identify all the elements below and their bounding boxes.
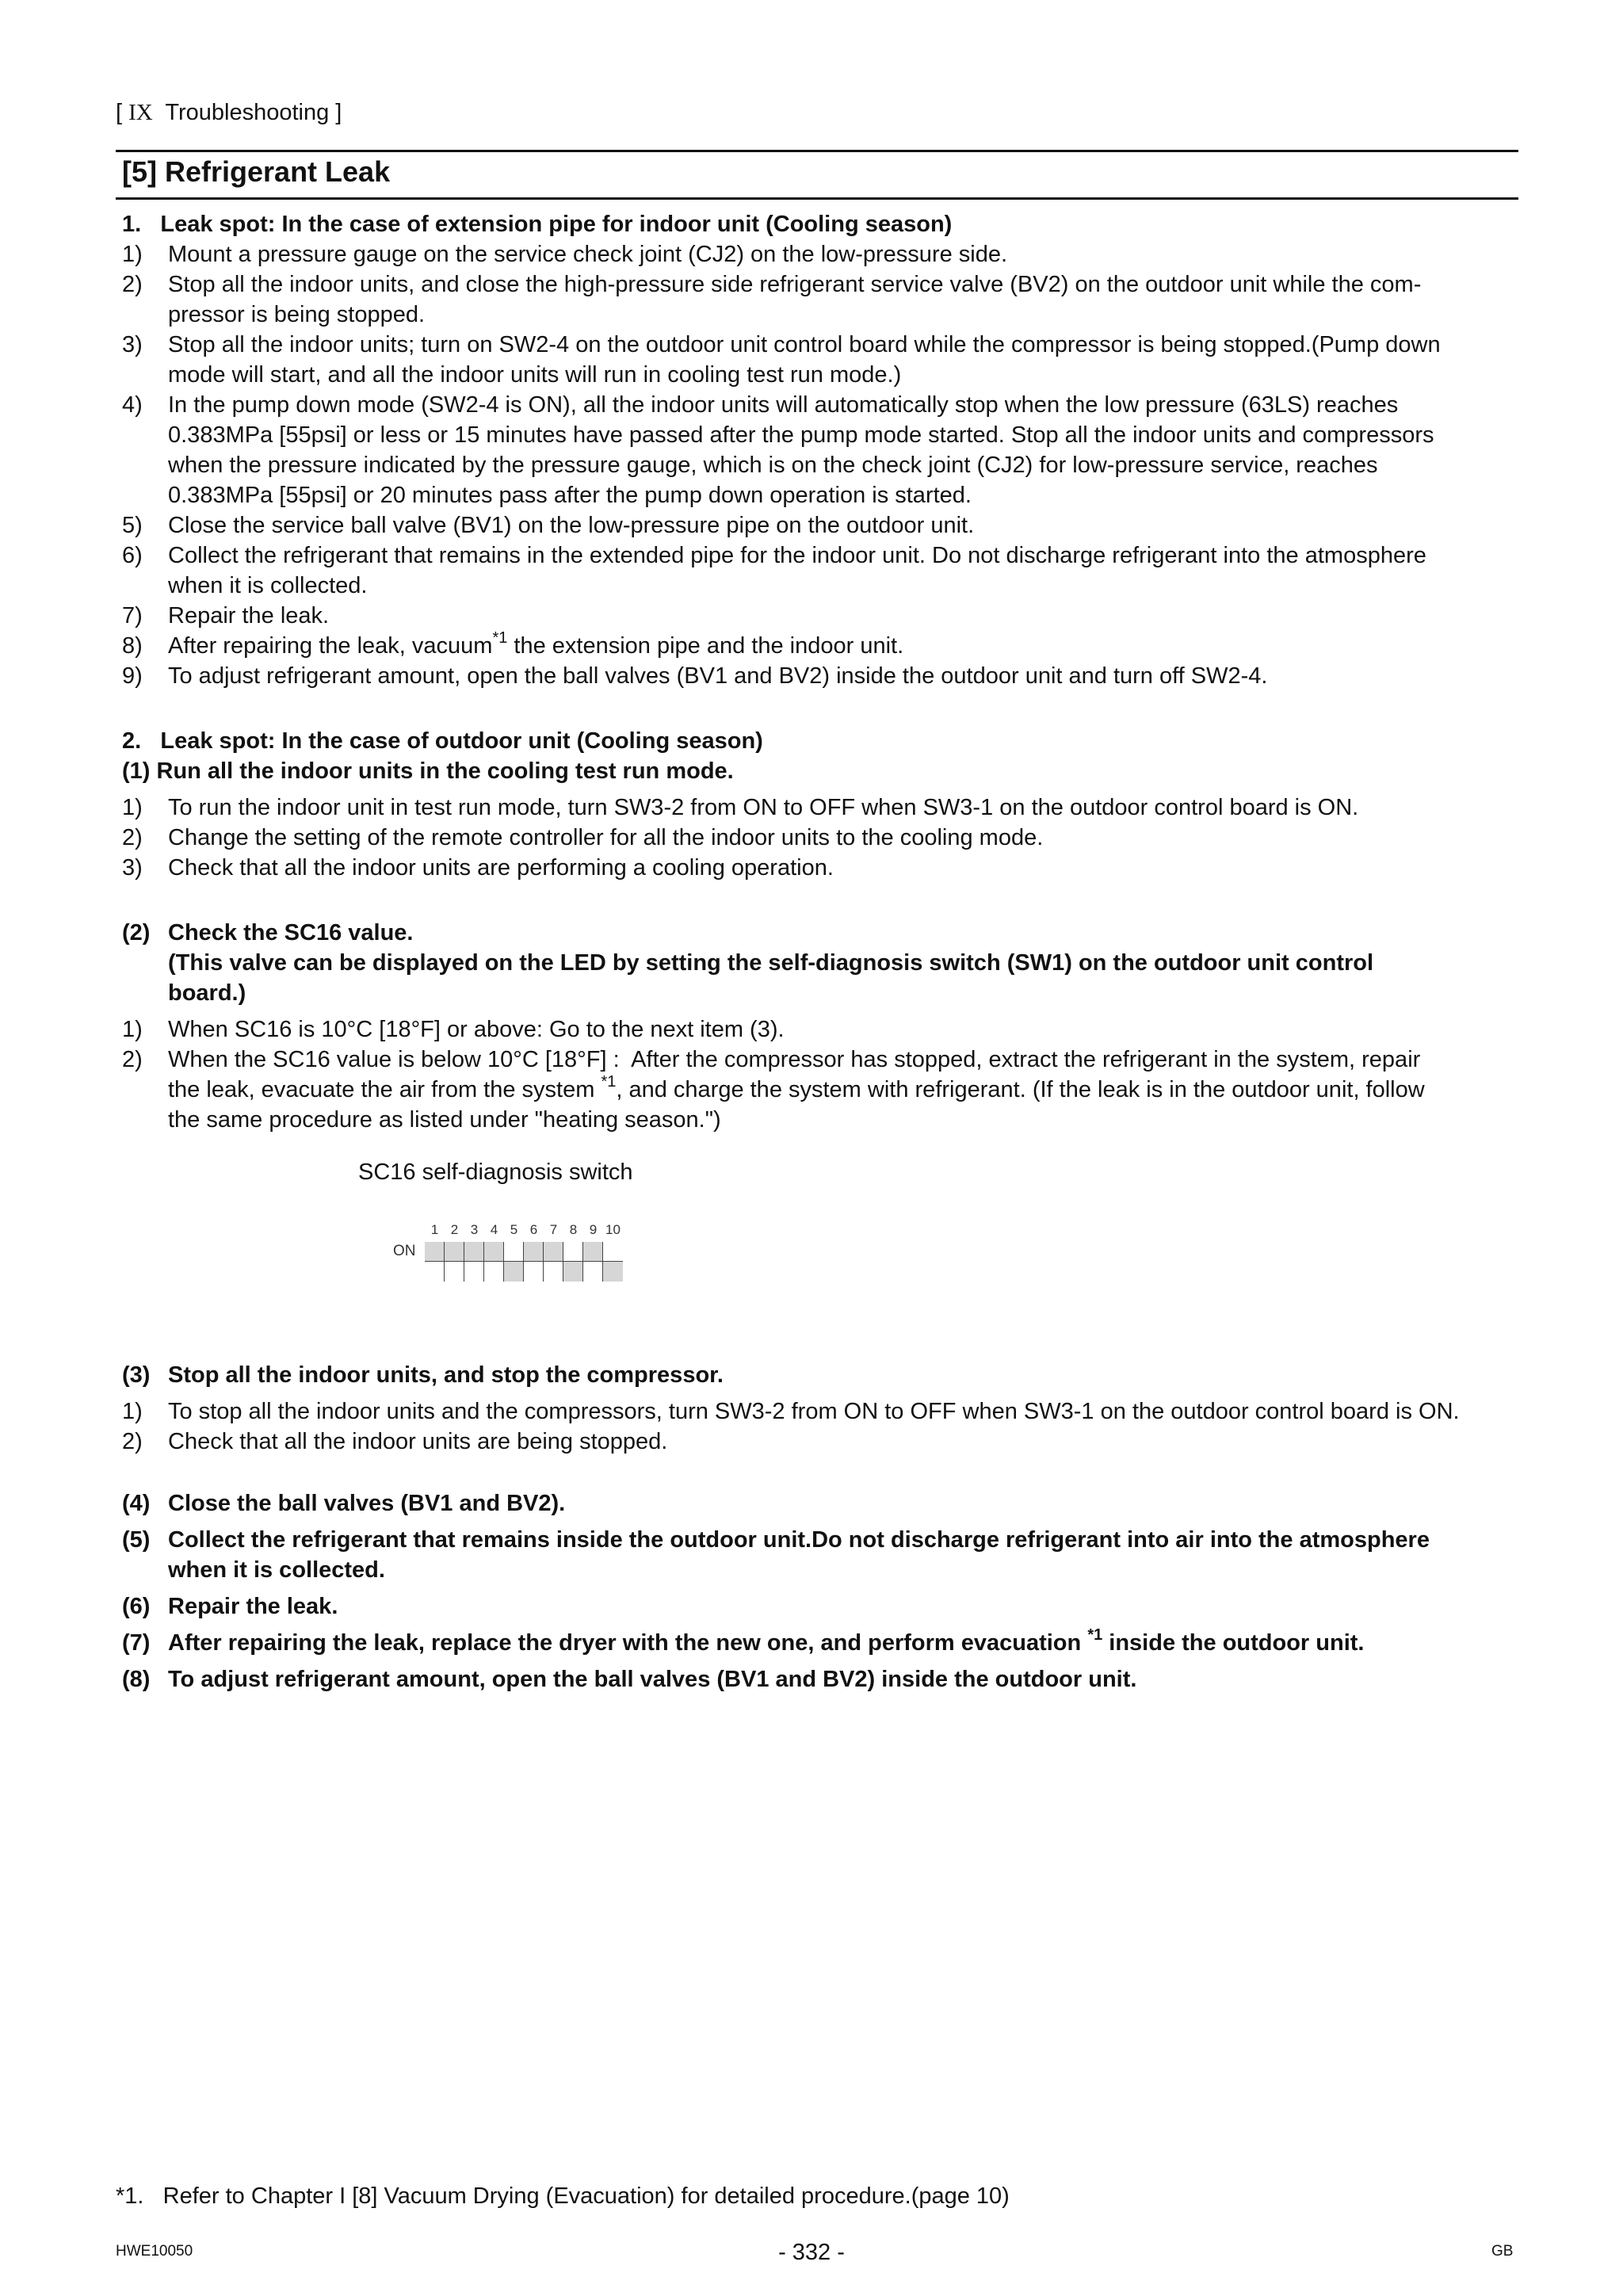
step-text: when the pressure indicated by the pressure gauge, which is on the check joint (CJ2) for low-pressure service, reaches xyxy=(168,453,1378,478)
step-text: Check that all the indoor units are performing a cooling operation. xyxy=(168,855,834,881)
dip-switch-lever xyxy=(544,1242,563,1282)
dip-switch-lever xyxy=(524,1242,544,1282)
dip-lever-on-half xyxy=(583,1242,602,1262)
dip-switch-lever xyxy=(464,1242,484,1282)
final-step-text: Close the ball valves (BV1 and BV2). xyxy=(168,1491,566,1516)
step-text: In the pump down mode (SW2-4 is ON), all the indoor units will automatically stop when the low pressure (63LS) reaches xyxy=(168,392,1399,418)
text-part: the leak, evacuate the air from the system xyxy=(168,1077,601,1102)
dip-lever-off-half xyxy=(563,1262,582,1282)
dip-lever-off-half xyxy=(544,1262,563,1282)
footnote-ref: *1 xyxy=(1087,1626,1103,1645)
text-part: the extension pipe and the indoor unit. xyxy=(507,633,904,659)
dip-position-label: 9 xyxy=(589,1222,598,1237)
step-number: 2) xyxy=(122,1429,143,1454)
dip-lever-off-half xyxy=(464,1262,483,1282)
page-title: [5] Refrigerant Leak xyxy=(122,155,391,188)
dip-lever-off-half xyxy=(603,1262,623,1282)
dip-position-label: 6 xyxy=(529,1222,538,1237)
dip-switch-lever xyxy=(504,1242,524,1282)
dip-position-label: 4 xyxy=(490,1222,498,1237)
dip-position-label: 1 xyxy=(430,1222,439,1237)
step-number: 4) xyxy=(122,392,143,418)
step-text xyxy=(168,1075,1425,1105)
step-number: 8) xyxy=(122,633,143,659)
step-number: 5) xyxy=(122,513,143,538)
section-label: [ IX Troubleshooting ] xyxy=(116,100,342,125)
step-text: Mount a pressure gauge on the service check joint (CJ2) on the low-pressure side. xyxy=(168,242,1008,267)
dip-lever-off-half xyxy=(504,1262,523,1282)
final-step-number: (4) xyxy=(122,1491,151,1516)
step-text: 0.383MPa [55psi] or 20 minutes pass after the pump down operation is started. xyxy=(168,483,972,508)
text-part: After repairing the leak, vacuum xyxy=(168,633,493,659)
dip-position-label: 2 xyxy=(450,1222,459,1237)
sub3-heading: Stop all the indoor units, and stop the compressor. xyxy=(168,1362,724,1388)
sub1-heading: (1) Run all the indoor units in the cooling test run mode. xyxy=(122,758,734,784)
dip-lever-on-half xyxy=(603,1242,623,1262)
dip-position-label: 5 xyxy=(510,1222,518,1237)
header-rule-bottom xyxy=(116,197,1518,200)
dip-lever-on-half xyxy=(504,1242,523,1262)
dip-switch-box xyxy=(425,1242,623,1282)
step-number: 2) xyxy=(122,825,143,850)
step-text: the same procedure as listed under "heating season.") xyxy=(168,1107,721,1133)
step-text: 0.383MPa [55psi] or less or 15 minutes have passed after the pump mode started. Stop all the indoor units and compressors xyxy=(168,422,1434,448)
dip-lever-on-half xyxy=(544,1242,563,1262)
step-number: 2) xyxy=(122,1047,143,1072)
page-number: - 332 - xyxy=(778,2240,845,2265)
step-text: pressor is being stopped. xyxy=(168,302,426,327)
dip-switch-lever xyxy=(484,1242,504,1282)
dip-lever-on-half xyxy=(464,1242,483,1262)
step-text: When SC16 is 10°C [18°F] or above: Go to the next item (3). xyxy=(168,1017,785,1042)
part2-heading: 2. Leak spot: In the case of outdoor unit (Cooling season) xyxy=(122,728,763,754)
dip-position-label: 7 xyxy=(549,1222,558,1237)
dip-lever-on-half xyxy=(425,1242,444,1262)
dip-switch-lever xyxy=(603,1242,623,1282)
step-number: 9) xyxy=(122,663,143,689)
text-part: , and charge the system with refrigerant. (If the leak is in the outdoor unit, follow xyxy=(616,1077,1425,1102)
final-step-text: To adjust refrigerant amount, open the ball valves (BV1 and BV2) inside the outdoor unit. xyxy=(168,1667,1137,1692)
dip-lever-on-half xyxy=(484,1242,503,1262)
doc-code: HWE10050 xyxy=(116,2243,193,2260)
dip-switch-lever xyxy=(583,1242,603,1282)
step-text: Collect the refrigerant that remains in the extended pipe for the indoor unit. Do not discharge refrigerant into the atmosphere xyxy=(168,543,1426,568)
dip-lever-off-half xyxy=(524,1262,543,1282)
step-number: 1) xyxy=(122,795,143,820)
dip-position-label: 10 xyxy=(605,1222,621,1237)
final-step-text: when it is collected. xyxy=(168,1557,385,1583)
step-text: when it is collected. xyxy=(168,573,368,598)
step-text: To stop all the indoor units and the compressors, turn SW3-2 from ON to OFF when SW3-1 on the outdoor control board is ON. xyxy=(168,1399,1460,1424)
dip-lever-off-half xyxy=(445,1262,464,1282)
sub3-number: (3) xyxy=(122,1362,151,1388)
header-rule-top xyxy=(116,150,1518,152)
section-name: Troubleshooting xyxy=(165,100,330,125)
step-text: Repair the leak. xyxy=(168,603,330,628)
step-number: 6) xyxy=(122,543,143,568)
dip-lever-off-half xyxy=(583,1262,602,1282)
step-text xyxy=(168,631,903,661)
sub2-number: (2) xyxy=(122,920,151,946)
final-step-number: (8) xyxy=(122,1667,151,1692)
final-step-number: (6) xyxy=(122,1594,151,1619)
final-step-text: Repair the leak. xyxy=(168,1594,338,1619)
switch-caption: SC16 self-diagnosis switch xyxy=(358,1159,633,1185)
step-text: Close the service ball valve (BV1) on the low-pressure pipe on the outdoor unit. xyxy=(168,513,975,538)
footnote-text: Refer to Chapter I [8] Vacuum Drying (Evacuation) for detailed procedure.(page 10) xyxy=(162,2183,1010,2209)
dip-switch-lever xyxy=(445,1242,464,1282)
step-number: 7) xyxy=(122,603,143,628)
final-step-text xyxy=(168,1628,1364,1658)
dip-switch-lever xyxy=(425,1242,445,1282)
dip-position-label: 3 xyxy=(470,1222,479,1237)
step-text: Stop all the indoor units, and close the high-pressure side refrigerant service valve (BV2) on the outdoor unit while the com- xyxy=(168,272,1422,297)
step-text: mode will start, and all the indoor units will run in cooling test run mode.) xyxy=(168,362,902,388)
footnote-ref: *1 xyxy=(492,629,508,648)
dip-lever-off-half xyxy=(484,1262,503,1282)
final-step-number: (5) xyxy=(122,1527,151,1553)
footnote-ref: *1 xyxy=(601,1073,617,1091)
step-text: To run the indoor unit in test run mode, turn SW3-2 from ON to OFF when SW3-1 on the outdoor control board is ON. xyxy=(168,795,1359,820)
step-text: When the SC16 value is below 10°C [18°F] : After the compressor has stopped, extract the refrigerant in the system, repair xyxy=(168,1047,1421,1072)
dip-on-label: ON xyxy=(393,1243,416,1259)
step-number: 1) xyxy=(122,242,143,267)
dip-lever-on-half xyxy=(524,1242,543,1262)
section-roman: IX xyxy=(128,100,153,125)
step-text: Stop all the indoor units; turn on SW2-4 on the outdoor unit control board while the compressor is being stopped.(Pump down xyxy=(168,332,1441,357)
step-number: 1) xyxy=(122,1399,143,1424)
final-step-number: (7) xyxy=(122,1630,151,1656)
step-text: To adjust refrigerant amount, open the ball valves (BV1 and BV2) inside the outdoor unit and turn off SW2-4. xyxy=(168,663,1268,689)
final-step-text: Collect the refrigerant that remains inside the outdoor unit.Do not discharge refrigerant into air into the atmosphere xyxy=(168,1527,1430,1553)
dip-lever-on-half xyxy=(563,1242,582,1262)
part1-heading: 1. Leak spot: In the case of extension pipe for indoor unit (Cooling season) xyxy=(122,212,953,237)
text-part: inside the outdoor unit. xyxy=(1102,1630,1365,1656)
sub2-note: (This valve can be displayed on the LED by setting the self-diagnosis switch (SW1) on the outdoor unit control xyxy=(168,950,1374,976)
text-part: After repairing the leak, replace the dryer with the new one, and perform evacuation xyxy=(168,1630,1088,1656)
dip-switch-lever xyxy=(563,1242,583,1282)
footnote-mark: *1. xyxy=(116,2183,144,2209)
dip-lever-on-half xyxy=(445,1242,464,1262)
sub2-note: board.) xyxy=(168,980,246,1006)
step-number: 3) xyxy=(122,332,143,357)
region-code: GB xyxy=(1491,2243,1514,2260)
step-number: 3) xyxy=(122,855,143,881)
dip-lever-off-half xyxy=(425,1262,444,1282)
sub2-heading: Check the SC16 value. xyxy=(168,920,414,946)
step-number: 1) xyxy=(122,1017,143,1042)
footnote xyxy=(116,2181,1010,2211)
step-text: Change the setting of the remote controller for all the indoor units to the cooling mode. xyxy=(168,825,1044,850)
step-number: 2) xyxy=(122,272,143,297)
dip-position-label: 8 xyxy=(569,1222,578,1237)
step-text: Check that all the indoor units are being stopped. xyxy=(168,1429,668,1454)
